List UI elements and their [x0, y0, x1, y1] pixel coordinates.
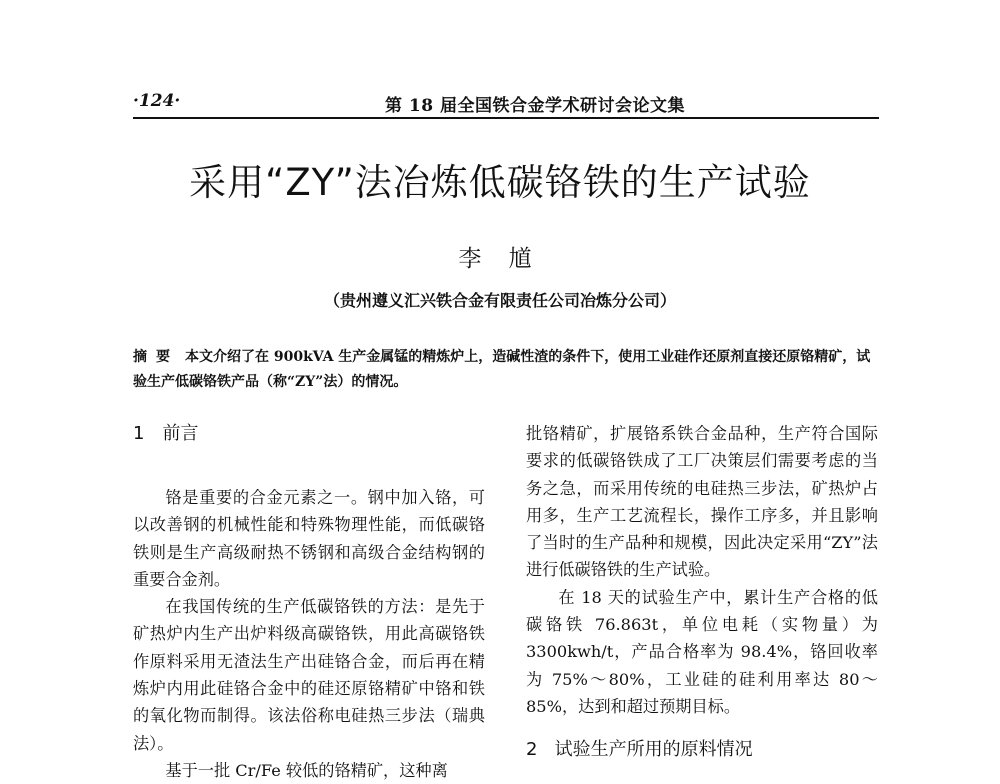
right-column [526, 420, 878, 764]
paragraph-continuation: 批铬精矿，扩展铬系铁合金品种，生产符合国际要求的低碳铬铁成了工厂决策层们需要考虑的当务之急，而采用传统的电硅热三步法，矿热炉占用多，生产工艺流程长，操作工序多，并且影响了当时的生产品种和规模，因此决定采用“ZY”法进行低碳铬铁的生产试验。 [526, 424, 878, 580]
abstract-label: 摘要 [133, 349, 179, 365]
paragraph-cutoff: 基于一批 Cr/Fe 较低的铬精矿，这种离 [165, 760, 448, 780]
author-affiliation: （贵州遵义汇兴铁合金有限责任公司冶炼分公司） [323, 291, 676, 310]
header-rule [133, 117, 879, 119]
paragraph: 铬是重要的合金元素之一。钢中加入铬，可以改善钢的机械性能和特殊物理性能，而低碳铬铁则是生产高级耐热不锈钢和高级合金结构钢的重要合金剂。 [133, 488, 485, 589]
section-number: 2 [526, 739, 538, 761]
paragraph: 在我国传统的生产低碳铬铁的方法：是先于矿热炉内生产出炉料级高碳铬铁，用此高碳铬铁作原料采用无渣法生产出硅铬合金，而后再在精炼炉内用此硅铬合金中的硅还原铬精矿中铬和铁的氧化物而制得。该法俗称电硅热三步法（瑞典法）。 [133, 597, 485, 753]
paragraph: 在 18 天的试验生产中，累计生产合格的低碳铬铁 76.863t，单位电耗（实物量）为 3300kwh/t，产品合格率为 98.4%，铬回收率为 75%～80%，工业硅的硅利用率达 80～85%，达到和超过预期目标。 [526, 587, 878, 716]
section-title: 试验生产所用的原料情况 [554, 739, 753, 761]
section-heading [133, 420, 485, 447]
section-title: 前言 [162, 423, 199, 444]
abstract-text: 本文介绍了在 900kVA 生产金属锰的精炼炉上，造碱性渣的条件下，使用工业硅作还原剂直接还原铬精矿，试验生产低碳铬铁产品（称“ZY”法）的情况。 [133, 349, 871, 390]
section-number: 1 [133, 423, 145, 444]
abstract [133, 345, 879, 395]
page-number: ·124· [133, 91, 181, 111]
running-head: 第 18 届全国铁合金学术研讨会论文集 [385, 96, 685, 116]
section-heading-2 [526, 736, 878, 763]
paper-title: 采用“ZY”法冶炼低碳铬铁的生产试验 [189, 161, 811, 204]
left-column [133, 420, 485, 784]
author-name: 李 馗 [458, 246, 542, 272]
